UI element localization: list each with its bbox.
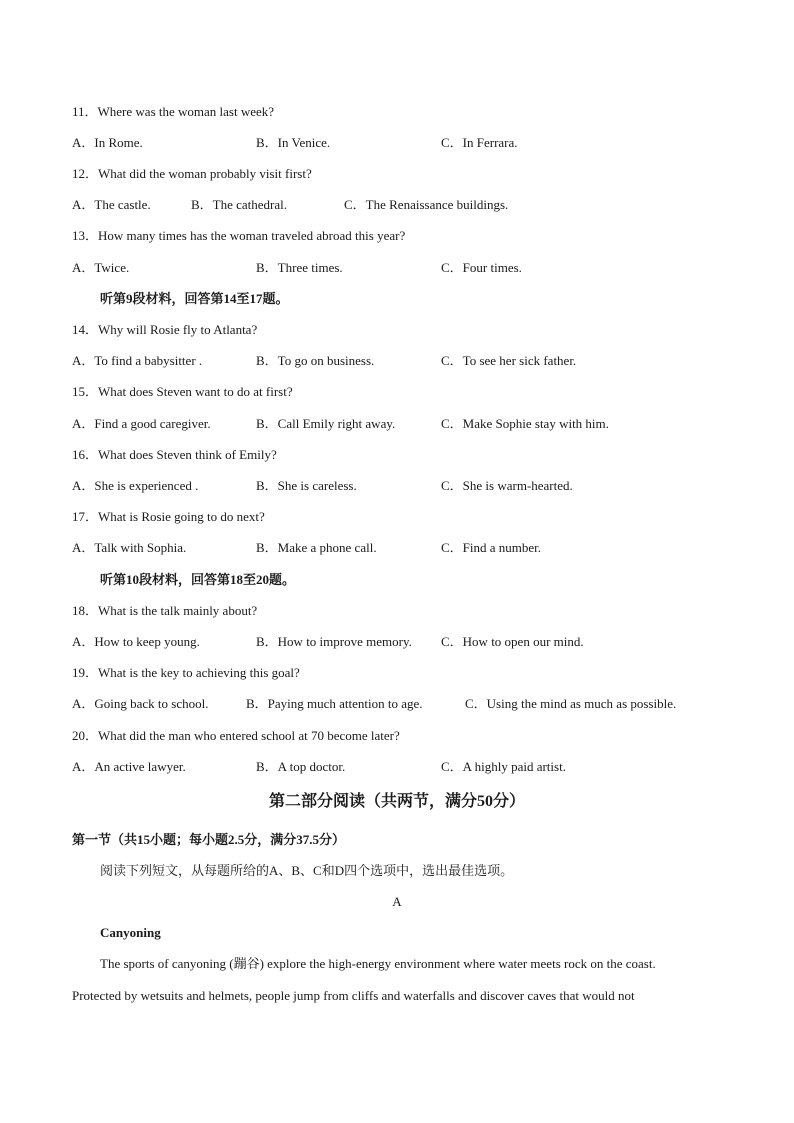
question-19: 19．What is the key to achieving this goal? <box>72 665 300 680</box>
option-13a: A．Twice. <box>72 260 130 275</box>
option-17a: A．Talk with Sophia. <box>72 540 187 555</box>
option-13b: B．Three times. <box>256 260 343 275</box>
option-12b: B．The cathedral. <box>191 197 288 212</box>
passage-line-1: The sports of canyoning (蹦谷) explore the high-energy environment where water meets rock on the coast. <box>100 956 656 971</box>
option-11c: C．In Ferrara. <box>441 135 518 150</box>
option-17b: B．Make a phone call. <box>256 540 377 555</box>
question-20: 20．What did the man who entered school at 70 become later? <box>72 728 400 743</box>
question-16: 16．What does Steven think of Emily? <box>72 447 277 462</box>
option-11b: B．In Venice. <box>256 135 331 150</box>
option-12c: C．The Renaissance buildings. <box>344 197 509 212</box>
option-17c: C．Find a number. <box>441 540 542 555</box>
option-15b: B．Call Emily right away. <box>256 416 396 431</box>
option-13c: C．Four times. <box>441 260 522 275</box>
option-16c: C．She is warm-hearted. <box>441 478 573 493</box>
option-18c: C．How to open our mind. <box>441 634 584 649</box>
instructions: 阅读下列短文，从每题所给的A、B、C和D四个选项中，选出最佳选项。 <box>100 863 514 878</box>
option-20c: C．A highly paid artist. <box>441 759 566 774</box>
option-19b: B．Paying much attention to age. <box>246 696 423 711</box>
question-17: 17．What is Rosie going to do next? <box>72 509 265 524</box>
question-14: 14．Why will Rosie fly to Atlanta? <box>72 322 258 337</box>
option-12a: A．The castle. <box>72 197 151 212</box>
part-2-title: 第二部分阅读（共两节，满分50分） <box>268 793 525 810</box>
passage-label: A <box>392 894 402 909</box>
question-12: 12．What did the woman probably visit first? <box>72 166 312 181</box>
option-19c: C．Using the mind as much as possible. <box>465 696 677 711</box>
option-18a: A．How to keep young. <box>72 634 200 649</box>
question-13: 13．How many times has the woman traveled abroad this year? <box>72 228 406 243</box>
question-18: 18．What is the talk mainly about? <box>72 603 258 618</box>
option-15a: A．Find a good caregiver. <box>72 416 211 431</box>
option-14a: A．To find a babysitter . <box>72 353 203 368</box>
option-20a: A．An active lawyer. <box>72 759 186 774</box>
option-16b: B．She is careless. <box>256 478 357 493</box>
option-20b: B．A top doctor. <box>256 759 346 774</box>
question-15: 15．What does Steven want to do at first? <box>72 384 293 399</box>
option-14c: C．To see her sick father. <box>441 353 577 368</box>
option-15c: C．Make Sophie stay with him. <box>441 416 609 431</box>
option-16a: A．She is experienced . <box>72 478 199 493</box>
passage-title: Canyoning <box>100 925 161 940</box>
option-11a: A．In Rome. <box>72 135 143 150</box>
question-11: 11．Where was the woman last week? <box>72 104 275 119</box>
option-14b: B．To go on business. <box>256 353 375 368</box>
passage-line-2: Protected by wetsuits and helmets, people jump from cliffs and waterfalls and discover caves that would not <box>72 988 635 1003</box>
option-18b: B．How to improve memory. <box>256 634 412 649</box>
section-1-subtitle: 第一节（共15小题；每小题2.5分，满分37.5分） <box>72 832 346 847</box>
section-heading-10: 听第10段材料，回答第18至20题。 <box>100 572 296 587</box>
option-19a: A．Going back to school. <box>72 696 209 711</box>
section-heading-9: 听第9段材料，回答第14至17题。 <box>100 291 289 306</box>
